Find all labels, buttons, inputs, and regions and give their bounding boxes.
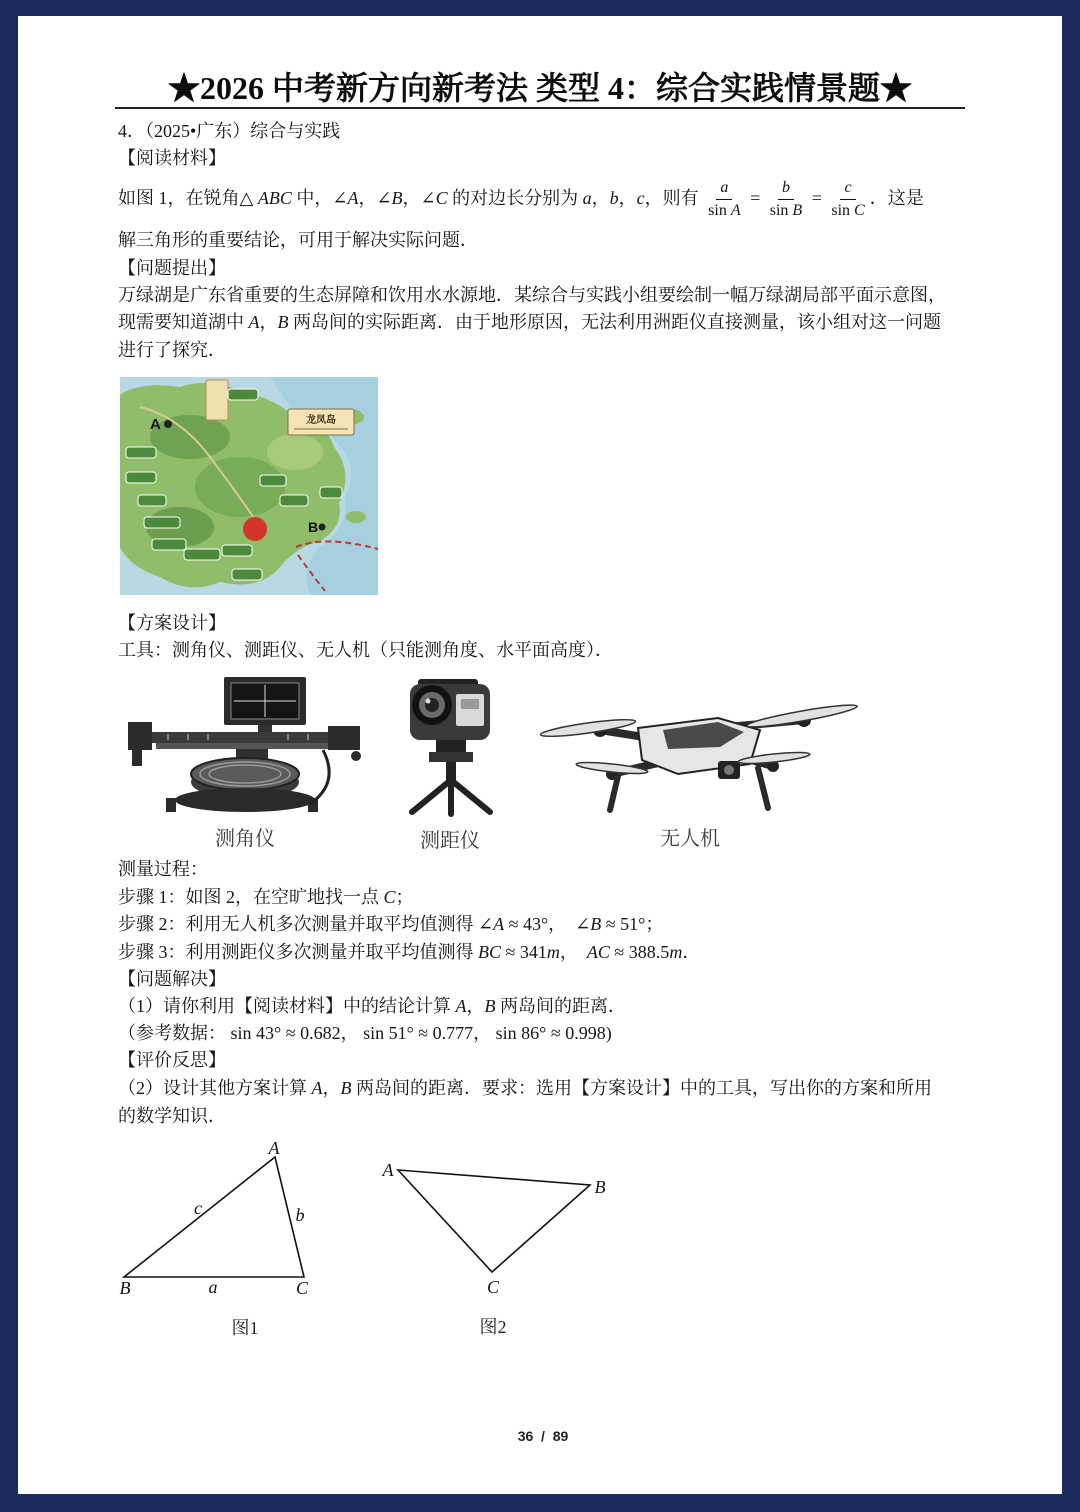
math-variable: B: [484, 996, 496, 1016]
reading-formula-line: [118, 176, 924, 220]
fig2-vertex-a: A: [382, 1160, 394, 1180]
fig2-vertex-b: B: [594, 1177, 606, 1197]
angle-instrument-label: 测角仪: [215, 826, 275, 850]
text-run: ≈ 388.5: [609, 942, 670, 962]
process-heading: 测量过程：: [118, 859, 208, 879]
text-run: ，: [259, 312, 278, 332]
map-small-island: [346, 511, 366, 523]
text-run: ，: [466, 996, 485, 1016]
text-run: 中，∠: [291, 188, 348, 208]
math-variable: A: [493, 914, 505, 934]
rangefinder-label: 测距仪: [420, 828, 480, 852]
math-variable: A: [311, 1078, 323, 1098]
text-run: 步骤 3：利用测距仪多次测量并取平均值测得: [118, 942, 478, 962]
question-line-1: 万绿湖是广东省重要的生态屏障和饮用水水源地．某综合与实践小组要绘制一幅万绿湖局部平面示意图，: [118, 285, 946, 305]
fig1-side-b: b: [295, 1205, 305, 1225]
text-run: 步骤 1：如图 2，在空旷地找一点: [118, 887, 384, 907]
triangle-abc-2: [398, 1170, 590, 1272]
math-variable: C: [854, 202, 865, 220]
math-variable: a: [582, 188, 592, 208]
map-forest: [150, 415, 230, 459]
text-run: ≈ 51°；: [601, 914, 664, 934]
text-run: ，∠: [358, 188, 392, 208]
function-name: sin: [708, 202, 727, 220]
text-run: ，: [322, 1078, 341, 1098]
math-variable: m: [669, 942, 683, 962]
process-step-1: [118, 884, 414, 910]
text-run: ，则有: [644, 188, 704, 208]
fraction-numerator: a: [716, 180, 732, 200]
fig1-vertex-a: A: [268, 1138, 280, 1158]
reflect-heading: 【评价反思】: [118, 1050, 226, 1070]
question-2-line-2: 的数学知识．: [118, 1106, 226, 1126]
text-run: 步骤 2：利用无人机多次测量并取平均值测得 ∠: [118, 914, 494, 934]
text-run: =: [807, 188, 827, 208]
map-forest: [195, 457, 285, 517]
lake-map-image: [120, 377, 378, 595]
figure-2: [382, 1160, 606, 1337]
question-line-2: [118, 309, 941, 335]
text-run: ，∠: [402, 188, 436, 208]
text-run: （1）请你利用【阅读材料】中的结论计算: [118, 996, 456, 1016]
math-variable: c: [636, 188, 645, 208]
triangle-figures: [110, 1135, 650, 1350]
math-variable: C: [435, 188, 448, 208]
map-point-b: B: [308, 519, 319, 535]
fig1-side-a: a: [208, 1277, 218, 1297]
angle-instrument-icon: [128, 677, 361, 812]
fig1-vertex-c: C: [295, 1278, 309, 1298]
fraction: [767, 180, 805, 219]
page-title: ★2026 中考新方向新考法 类型 4：综合实践情景题★: [167, 70, 912, 106]
text-run: ；: [395, 887, 414, 907]
math-variable: B: [792, 202, 803, 220]
fig2-caption: 图2: [479, 1317, 507, 1337]
fraction-denominator: [828, 200, 867, 219]
title-underline: [115, 107, 965, 109]
math-variable: B: [391, 188, 403, 208]
math-variable: C: [383, 887, 396, 907]
reference-data: （参考数据： sin 43° ≈ 0.682， sin 51° ≈ 0.777， sin 86° ≈ 0.998): [118, 1023, 612, 1043]
rangefinder-icon: [410, 679, 490, 814]
text-run: ．: [682, 942, 701, 962]
tools-image: [118, 668, 860, 858]
design-heading: 【方案设计】: [118, 613, 226, 633]
text-run: （2）设计其他方案计算: [118, 1078, 312, 1098]
problem-header: 4．（2025•广东）综合与实践: [118, 121, 341, 141]
text-run: 如图 1，在锐角△: [118, 188, 258, 208]
math-variable: A: [455, 996, 467, 1016]
text-run: 现需要知道湖中: [118, 312, 249, 332]
math-variable: A: [248, 312, 260, 332]
fraction: [705, 180, 743, 219]
math-variable: B: [277, 312, 289, 332]
math-variable: BC: [478, 942, 502, 962]
map-point-a: A: [150, 416, 161, 433]
fig1-side-c: c: [194, 1198, 202, 1218]
drone-icon: [540, 701, 858, 810]
map-red-area: [243, 517, 267, 541]
page-number: 36 / 89: [517, 1428, 569, 1444]
text-run: ≈ 43°， ∠: [504, 914, 591, 934]
fraction-denominator: [767, 200, 805, 219]
text-run: ，: [559, 942, 587, 962]
text-run: ，: [591, 188, 610, 208]
math-variable: m: [546, 942, 560, 962]
fig1-caption: 图1: [231, 1318, 259, 1338]
question-line-3: 进行了探究．: [118, 340, 226, 360]
math-variable: A: [730, 202, 741, 220]
reading-line-2: 解三角形的重要结论，可用于解决实际问题．: [118, 230, 478, 250]
math-variable: B: [340, 1078, 352, 1098]
process-step-2: [118, 911, 663, 937]
fraction-numerator: c: [840, 180, 855, 200]
function-name: sin: [831, 202, 851, 220]
process-step-3: [118, 939, 700, 965]
reading-heading: 【阅读材料】: [118, 148, 226, 168]
math-variable: b: [609, 188, 619, 208]
tools-line: 工具：测角仪、测距仪、无人机（只能测角度、水平面高度）．: [118, 640, 613, 660]
map-sign: [206, 380, 228, 420]
text-run: 两岛间的实际距离．由于地形原因，无法利用洲距仪直接测量，该小组对这一问题: [288, 312, 941, 332]
map-island-name: 龙凤岛: [306, 415, 336, 426]
math-variable: AC: [586, 942, 610, 962]
fraction-denominator: [705, 200, 743, 219]
text-run: =: [745, 188, 765, 208]
solve-heading: 【问题解决】: [118, 969, 226, 989]
math-variable: A: [347, 188, 359, 208]
math-variable: B: [590, 914, 602, 934]
question-heading: 【问题提出】: [118, 258, 226, 278]
text-run: ．这是: [869, 188, 924, 208]
text-run: ≈ 341: [501, 942, 547, 962]
text-run: ，: [618, 188, 637, 208]
text-run: 两岛间的距离．: [495, 996, 626, 1016]
fraction-numerator: b: [778, 180, 794, 200]
fraction: [828, 180, 867, 219]
figure-1: [120, 1138, 309, 1338]
function-name: sin: [769, 202, 789, 220]
drone-label: 无人机: [660, 826, 720, 850]
triangle-abc-1: [124, 1157, 304, 1277]
question-2-line-1: [118, 1075, 932, 1101]
fig1-vertex-b: B: [119, 1278, 131, 1298]
question-1: [118, 993, 626, 1019]
map-marker-b: [319, 524, 326, 531]
map-marker-a: [164, 420, 172, 428]
fig2-vertex-c: C: [486, 1277, 500, 1297]
text-run: 的对边长分别为: [447, 188, 583, 208]
text-run: 两岛间的距离．要求：选用【方案设计】中的工具，写出你的方案和所用: [351, 1078, 932, 1098]
map-hill: [267, 434, 323, 470]
math-variable: ABC: [257, 188, 292, 208]
